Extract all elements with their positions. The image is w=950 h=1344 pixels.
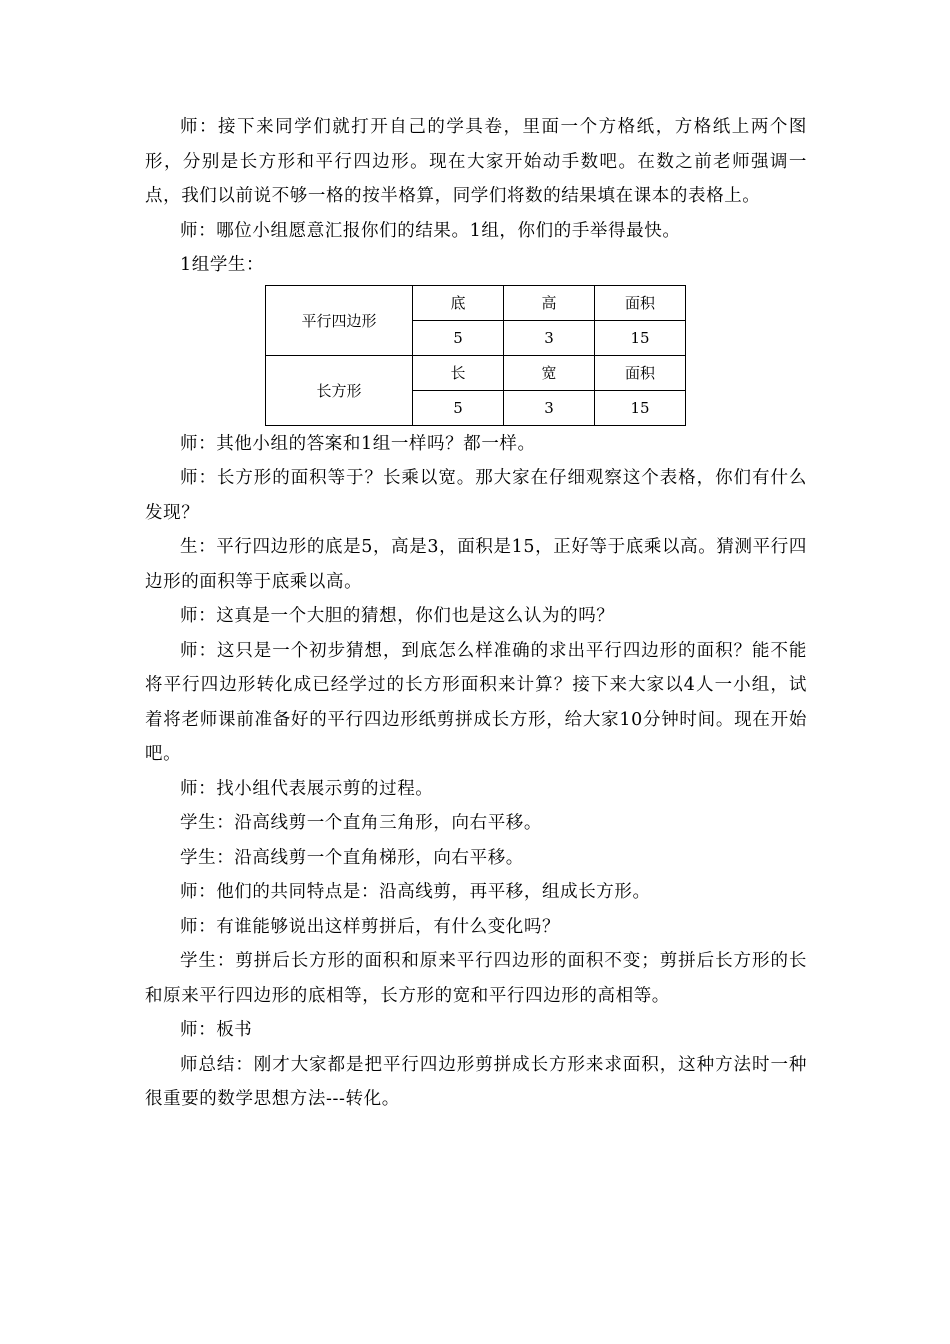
table-row bbox=[266, 285, 686, 320]
table-header-cell: 长 bbox=[413, 355, 504, 390]
paragraph: 师总结：刚才大家都是把平行四边形剪拼成长方形来求面积，这种方法时一种很重要的数学思想方法---转化。 bbox=[145, 1054, 807, 1109]
row-label-rectangle: 长方形 bbox=[266, 355, 413, 425]
table-header-cell: 面积 bbox=[595, 285, 686, 320]
table-value-cell: 15 bbox=[595, 390, 686, 425]
table-value-cell: 3 bbox=[504, 390, 595, 425]
table-value-cell: 15 bbox=[595, 320, 686, 355]
table-header-cell: 宽 bbox=[504, 355, 595, 390]
paragraph: 师：长方形的面积等于？长乘以宽。那大家在仔细观察这个表格，你们有什么发现？ bbox=[145, 468, 807, 523]
paragraph: 师：其他小组的答案和1组一样吗？都一样。 bbox=[180, 433, 536, 454]
paragraph: 师：这真是一个大胆的猜想，你们也是这么认为的吗？ bbox=[180, 606, 615, 626]
paragraph: 师：板书 bbox=[180, 1020, 253, 1040]
paragraph: 学生：沿高线剪一个直角三角形，向右平移。 bbox=[180, 813, 542, 833]
table-header-cell: 面积 bbox=[595, 355, 686, 390]
row-label-parallelogram: 平行四边形 bbox=[266, 285, 413, 355]
paragraph: 师：这只是一个初步猜想，到底怎么样准确的求出平行四边形的面积？能不能将平行四边形转化成已经学过的长方形面积来计算？接下来大家以4人一小组，试着将老师课前准备好的平行四边形纸剪拼成长方形，给大家10分钟时间。现在开始吧。 bbox=[145, 640, 807, 764]
paragraph: 师：哪位小组愿意汇报你们的结果。1组，你们的手举得最快。 bbox=[180, 220, 681, 241]
results-table bbox=[265, 285, 686, 426]
paragraph: 师：他们的共同特点是：沿高线剪，再平移，组成长方形。 bbox=[180, 882, 651, 902]
table-header-cell: 高 bbox=[504, 285, 595, 320]
paragraph: 1组学生： bbox=[180, 255, 265, 275]
table-value-cell: 5 bbox=[413, 320, 504, 355]
table-value-cell: 5 bbox=[413, 390, 504, 425]
table-row bbox=[266, 355, 686, 390]
results-table-container bbox=[265, 285, 807, 426]
document-page bbox=[145, 110, 807, 1117]
paragraph: 师：找小组代表展示剪的过程。 bbox=[180, 778, 434, 799]
paragraph: 师：接下来同学们就打开自己的学具卷，里面一个方格纸，方格纸上两个图形，分别是长方形和平行四边形。现在大家开始动手数吧。在数之前老师强调一点，我们以前说不够一格的按半格算，同学们将数的结果填在课本的表格上。 bbox=[145, 117, 807, 206]
paragraph: 学生：沿高线剪一个直角梯形，向右平移。 bbox=[180, 847, 524, 868]
paragraph: 师：有谁能够说出这样剪拼后，有什么变化吗？ bbox=[180, 916, 561, 937]
table-header-cell: 底 bbox=[413, 285, 504, 320]
table-value-cell: 3 bbox=[504, 320, 595, 355]
paragraph: 生：平行四边形的底是5，高是3，面积是15，正好等于底乘以高。猜测平行四边形的面积等于底乘以高。 bbox=[145, 537, 807, 592]
paragraph: 学生：剪拼后长方形的面积和原来平行四边形的面积不变；剪拼后长方形的长和原来平行四边形的底相等，长方形的宽和平行四边形的高相等。 bbox=[145, 951, 807, 1006]
